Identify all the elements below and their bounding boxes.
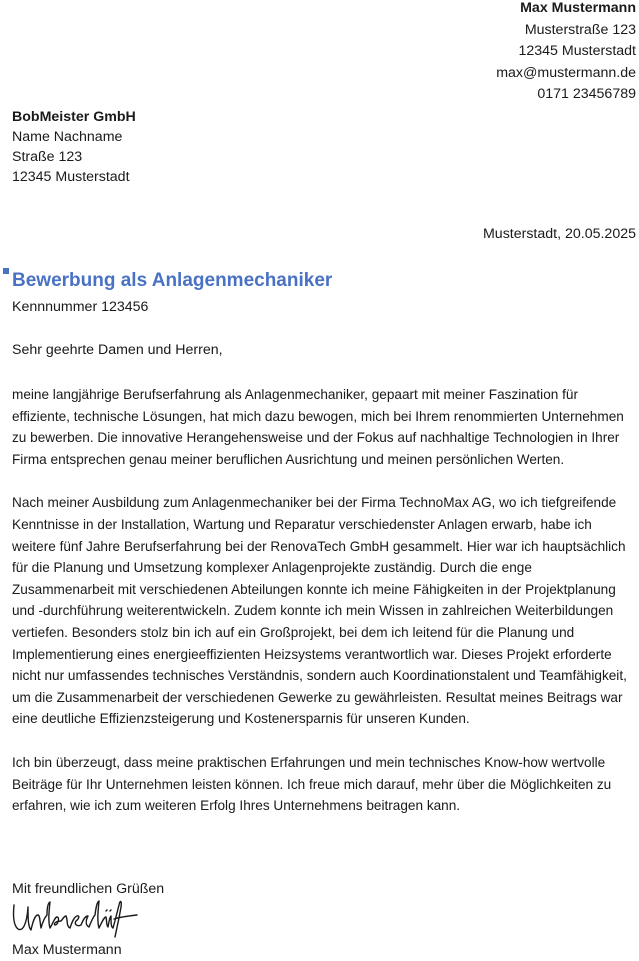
- sender-name: Max Mustermann: [520, 0, 636, 16]
- signer-name: Max Mustermann: [12, 942, 122, 958]
- reference-number: Kennnummer 123456: [12, 299, 149, 315]
- recipient-street: Straße 123: [12, 149, 83, 165]
- recipient-contact: Name Nachname: [12, 129, 123, 145]
- recipient-company: BobMeister GmbH: [12, 109, 136, 125]
- closing-phrase: Mit freundlichen Grüßen: [12, 881, 165, 897]
- sender-email: max@mustermann.de: [496, 64, 636, 81]
- body-paragraph-2: Nach meiner Ausbildung zum Anlagenmechaniker bei der Firma TechnoMax AG, wo ich tiefgreifende Kenntnisse in der Installation, Wartung und Reparatur verschiedenster Anlagen erwarb, habe ich weitere fünf Jahre Berufserfahrung bei der RenovaTech GmbH gesammelt. Hier war ich hauptsächlich für die Planung und Umsetzung komplexer Anlagenprojekte zuständig. Durch die enge Zusammenarbeit mit verschiedenen Abteilungen konnte ich meine Fähigkeiten in der Projektplanung und -durchführung weiterentwickeln. Zudem konnte ich mein Wissen in zahlreichen Weiterbildungen vertiefen. Besonders stolz bin ich auf ein Großprojekt, bei dem ich leitend für die Planung und Implementierung eines energieeffizienten Heizsystems verantwortlich war. Dieses Projekt erforderte nicht nur umfassendes technisches Verständnis, sondern auch Koordinationstalent und Teamfähigkeit, um die Zusammenarbeit der verschiedenen Gewerke zu gewährleisten. Resultat meines Beitrags war eine deutliche Effizienzsteigerung und Kostenersparnis für unseren Kunden.: [12, 495, 627, 727]
- sender-address-block: [496, 0, 636, 106]
- letter-subject: Bewerbung als Anlagenmechaniker: [12, 270, 333, 291]
- recipient-city: 12345 Musterstadt: [12, 169, 130, 185]
- letter-date: Musterstadt, 20.05.2025: [482, 226, 636, 242]
- body-paragraph-3: Ich bin überzeugt, dass meine praktischen Erfahrungen und mein technisches Know-how wertvolle Beiträge für Ihr Unternehmen leisten können. Ich freue mich darauf, mehr über die Möglichkeiten zu erfahren, wie ich zum weiteren Erfolg Ihres Unternehmens beitragen kann.: [12, 754, 612, 814]
- body-paragraph-1: meine langjährige Berufserfahrung als Anlagenmechaniker, gepaart mit meiner Faszination für effiziente, technische Lösungen, hat mich dazu bewogen, mich bei Ihrem renommierten Unternehmen zu bewerben. Die innovative Herangehensweise und der Fokus auf nachhaltige Technologien in Ihrer Firma entsprechen genau meiner beruflichen Ausrichtung und meinen persönlichen Werten.: [12, 387, 624, 467]
- sender-city: 12345 Musterstadt: [518, 43, 636, 59]
- sender-phone: 0171 23456789: [537, 86, 636, 102]
- sender-street: Musterstraße 123: [524, 21, 636, 38]
- subject-marker: [3, 268, 9, 274]
- salutation: Sehr geehrte Damen und Herren,: [12, 342, 223, 358]
- letter-body: [12, 384, 636, 839]
- handwritten-signature: [10, 897, 142, 939]
- recipient-address-block: [12, 107, 136, 187]
